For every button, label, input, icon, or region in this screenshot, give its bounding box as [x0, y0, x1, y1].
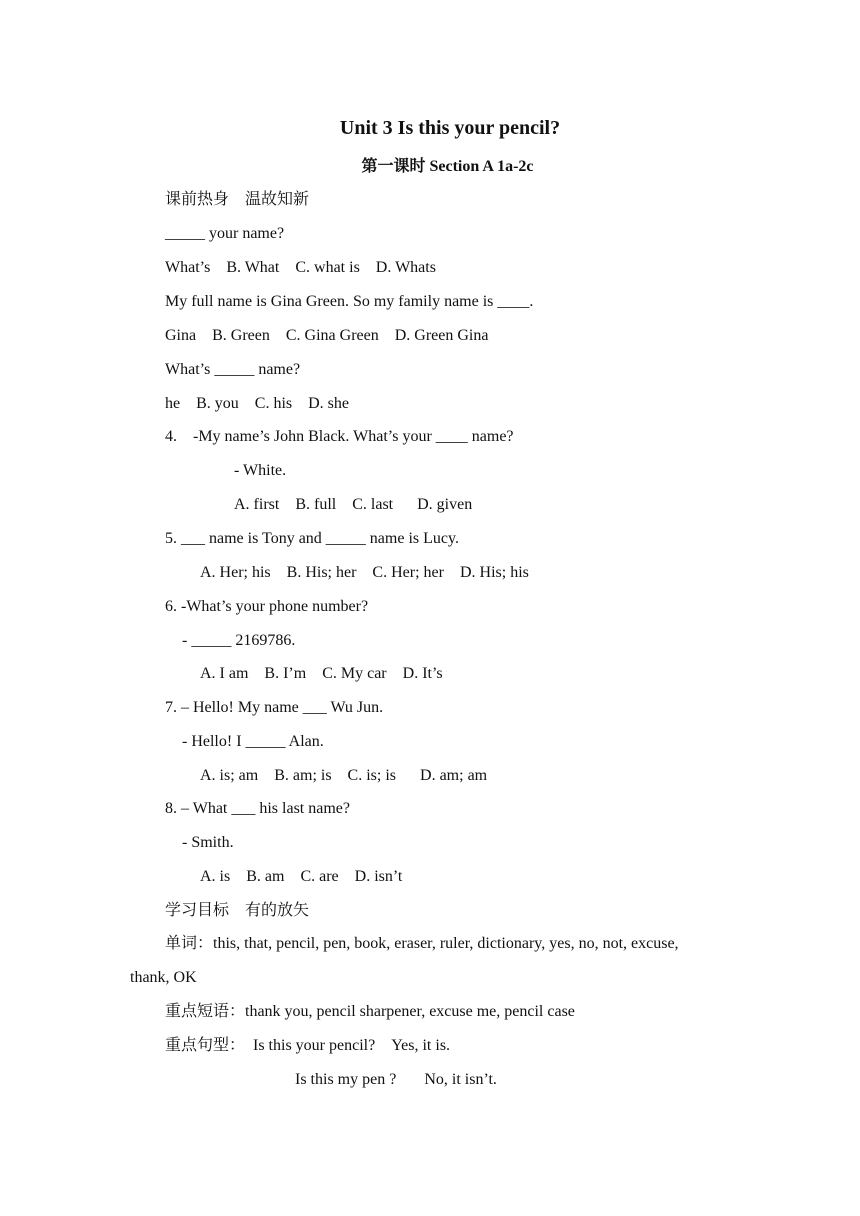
key-phrases: 重点短语：thank you, pencil sharpener, excuse me, pencil case: [165, 1003, 575, 1020]
question-5-stem: 5. ___ name is Tony and _____ name is Lucy.: [165, 530, 459, 547]
question-3-options: he B. you C. his D. she: [165, 395, 350, 412]
question-7-stem: 7. – Hello! My name ___ Wu Jun.: [165, 699, 384, 716]
question-3-stem: What’s _____ name?: [165, 361, 301, 378]
question-6-stem: 6. -What’s your phone number?: [165, 598, 369, 615]
question-2-stem: My full name is Gina Green. So my family name is ____.: [165, 293, 534, 310]
question-7-answer: - Hello! I _____ Alan.: [182, 733, 324, 750]
question-7-options: A. is; am B. am; is C. is; is D. am; am: [200, 767, 488, 784]
question-8-answer: - Smith.: [182, 834, 234, 851]
question-1-options: What’s B. What C. what is D. Whats: [165, 259, 436, 276]
question-6-options: A. I am B. I’m C. My car D. It’s: [200, 665, 443, 682]
question-4-answer: - White.: [234, 462, 287, 479]
question-6-answer: - _____ 2169786.: [182, 632, 296, 649]
document-title: Unit 3 Is this your pencil?: [339, 117, 561, 139]
goals-heading: 学习目标 有的放矢: [165, 902, 310, 919]
vocabulary-line-2: thank, OK: [130, 969, 197, 986]
warmup-heading: 课前热身 温故知新: [165, 191, 310, 208]
vocabulary-line-1: 单词：this, that, pencil, pen, book, eraser, ruler, dictionary, yes, no, not, excuse,: [165, 935, 679, 952]
question-4-stem: 4. -My name’s John Black. What’s your ____ name?: [165, 428, 514, 445]
question-8-stem: 8. – What ___ his last name?: [165, 800, 350, 817]
question-1-stem: _____ your name?: [165, 225, 285, 242]
question-5-options: A. Her; his B. His; her C. Her; her D. His; his: [200, 564, 529, 581]
question-4-options: A. first B. full C. last D. given: [234, 496, 473, 513]
key-sentences-line-2: Is this my pen ? No, it isn’t.: [295, 1071, 497, 1088]
key-sentences-line-1: 重点句型： Is this your pencil? Yes, it is.: [165, 1037, 451, 1054]
document-subtitle: 第一课时 Section A 1a-2c: [361, 158, 534, 175]
question-8-options: A. is B. am C. are D. isn’t: [200, 868, 403, 885]
question-2-options: Gina B. Green C. Gina Green D. Green Gina: [165, 327, 489, 344]
